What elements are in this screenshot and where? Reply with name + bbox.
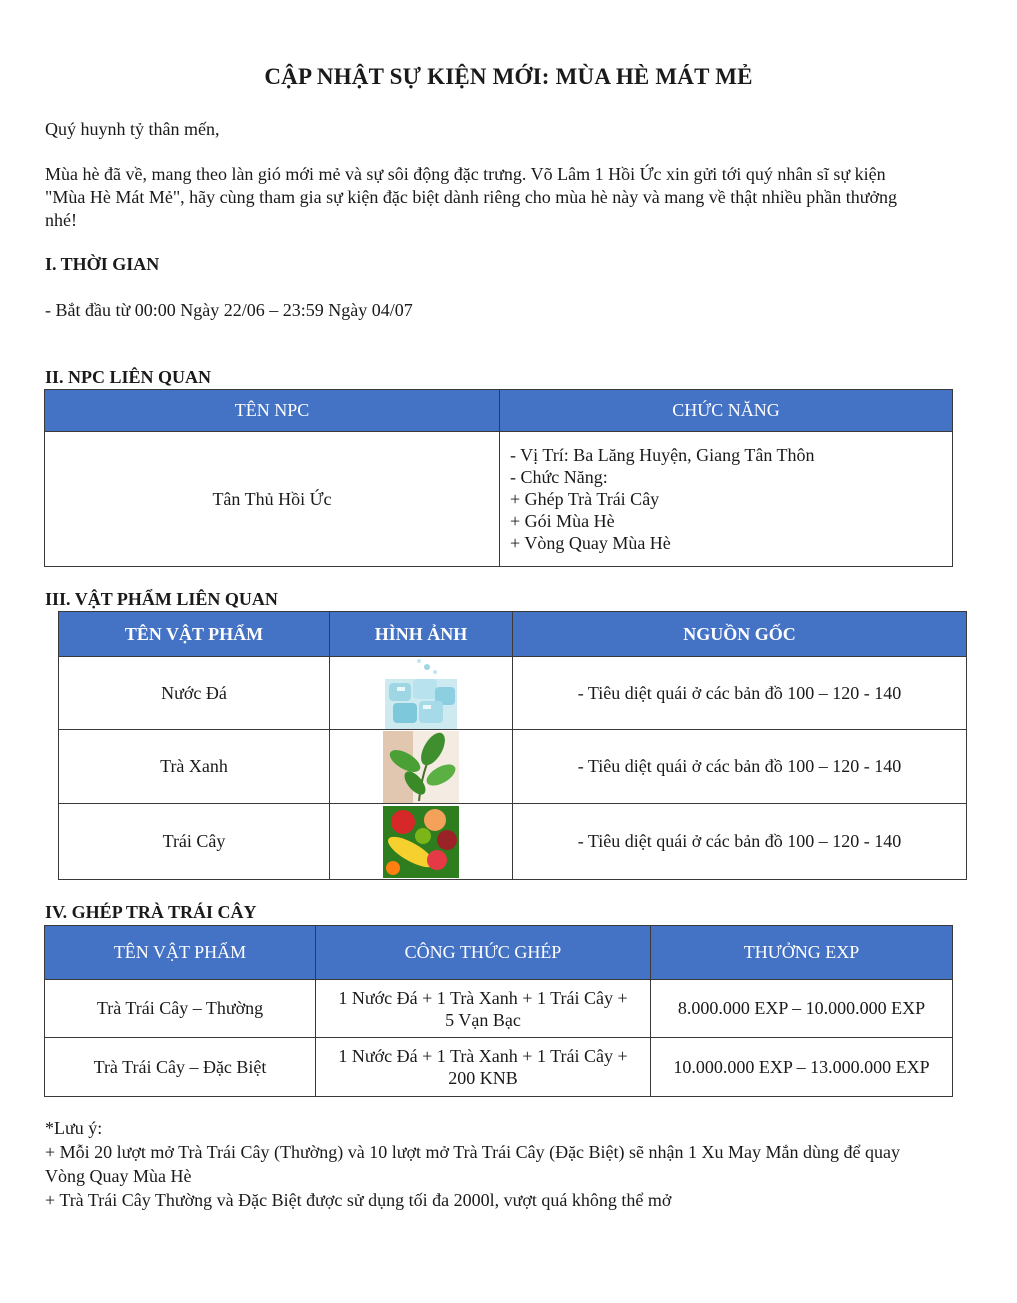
npc-table: [44, 389, 953, 567]
ice-cubes-image: [383, 657, 459, 729]
column-header: TÊN VẬT PHẨM: [45, 926, 316, 980]
recipe-name: Trà Trái Cây – Đặc Biệt: [45, 1038, 316, 1097]
note-line: + Trà Trái Cây Thường và Đặc Biệt được sử dụng tối đa 2000l, vượt quá không thể mở: [45, 1190, 672, 1210]
column-header: TÊN NPC: [45, 390, 500, 432]
formula-line: 1 Nước Đá + 1 Trà Xanh + 1 Trái Cây +: [338, 987, 628, 1008]
item-name: Nước Đá: [59, 657, 330, 730]
page-title: CẬP NHẬT SỰ KIỆN MỚI: MÙA HÈ MÁT MẺ: [264, 64, 753, 89]
recipe-exp: 8.000.000 EXP – 10.000.000 EXP: [651, 980, 953, 1038]
table-row: [59, 804, 967, 880]
greeting: Quý huynh tỷ thân mến,: [45, 119, 220, 139]
item-image-cell: [330, 730, 513, 804]
section-heading-npc: II. NPC LIÊN QUAN: [45, 367, 212, 387]
recipe-formula: [316, 1038, 651, 1097]
column-header: TÊN VẬT PHẨM: [59, 612, 330, 657]
item-image-cell: [330, 657, 513, 730]
section-heading-time: I. THỜI GIAN: [45, 254, 160, 274]
table-header-row: [45, 390, 953, 432]
section-heading-items: III. VẬT PHẨM LIÊN QUAN: [45, 589, 278, 609]
green-tea-leaves-image: [383, 731, 459, 803]
column-header: CÔNG THỨC GHÉP: [316, 926, 651, 980]
item-name: Trà Xanh: [59, 730, 330, 804]
function-line: - Vị Trí: Ba Lăng Huyện, Giang Tân Thôn: [510, 445, 815, 465]
table-row: [59, 730, 967, 804]
item-source: - Tiêu diệt quái ở các bản đồ 100 – 120 - 140: [513, 657, 967, 730]
intro-line: "Mùa Hè Mát Mẻ", hãy cùng tham gia sự kiện đặc biệt dành riêng cho mùa hè này và mang về thật nhiều phần thưởng: [45, 187, 897, 207]
table-row: [45, 1038, 953, 1097]
function-line: + Vòng Quay Mùa Hè: [510, 533, 671, 553]
recipe-formula: [316, 980, 651, 1038]
item-image-cell: [330, 804, 513, 880]
npc-name: Tân Thủ Hồi Ức: [45, 432, 500, 567]
table-header-row: [59, 612, 967, 657]
column-header: HÌNH ẢNH: [330, 612, 513, 657]
section-heading-recipe: IV. GHÉP TRÀ TRÁI CÂY: [45, 902, 257, 922]
item-name: Trái Cây: [59, 804, 330, 880]
table-row: [45, 980, 953, 1038]
fruits-image: [383, 806, 459, 878]
notes-label: *Lưu ý:: [45, 1118, 103, 1138]
notes: [45, 1116, 965, 1212]
recipe-name: Trà Trái Cây – Thường: [45, 980, 316, 1038]
table-row: [45, 432, 953, 567]
recipe-table: [44, 925, 953, 1097]
function-line: - Chức Năng:: [510, 467, 608, 487]
table-header-row: [45, 926, 953, 980]
function-line: + Gói Mùa Hè: [510, 511, 615, 531]
column-header: THƯỞNG EXP: [651, 926, 953, 980]
intro-line: nhé!: [45, 210, 77, 230]
column-header: NGUỒN GỐC: [513, 612, 967, 657]
items-table: [58, 611, 967, 880]
item-source: - Tiêu diệt quái ở các bản đồ 100 – 120 - 140: [513, 730, 967, 804]
item-source: - Tiêu diệt quái ở các bản đồ 100 – 120 - 140: [513, 804, 967, 880]
note-line: Vòng Quay Mùa Hè: [45, 1166, 192, 1186]
intro-line: Mùa hè đã về, mang theo làn gió mới mẻ và sự sôi động đặc trưng. Võ Lâm 1 Hồi Ức xin gửi tới quý nhân sĩ sự kiện: [45, 164, 886, 184]
table-row: [59, 657, 967, 730]
event-time: - Bắt đầu từ 00:00 Ngày 22/06 – 23:59 Ngày 04/07: [45, 300, 413, 320]
intro-paragraph: [45, 163, 965, 232]
note-line: + Mỗi 20 lượt mở Trà Trái Cây (Thường) và 10 lượt mở Trà Trái Cây (Đặc Biệt) sẽ nhận 1 Xu May Mắn dùng để quay: [45, 1142, 900, 1162]
formula-line: 1 Nước Đá + 1 Trà Xanh + 1 Trái Cây +: [338, 1046, 628, 1066]
formula-line: 200 KNB: [448, 1068, 518, 1088]
formula-line: 5 Vạn Bạc: [445, 1009, 521, 1030]
function-line: + Ghép Trà Trái Cây: [510, 489, 660, 509]
column-header: CHỨC NĂNG: [500, 390, 953, 432]
npc-functions: [500, 432, 953, 567]
recipe-exp: 10.000.000 EXP – 13.000.000 EXP: [651, 1038, 953, 1097]
